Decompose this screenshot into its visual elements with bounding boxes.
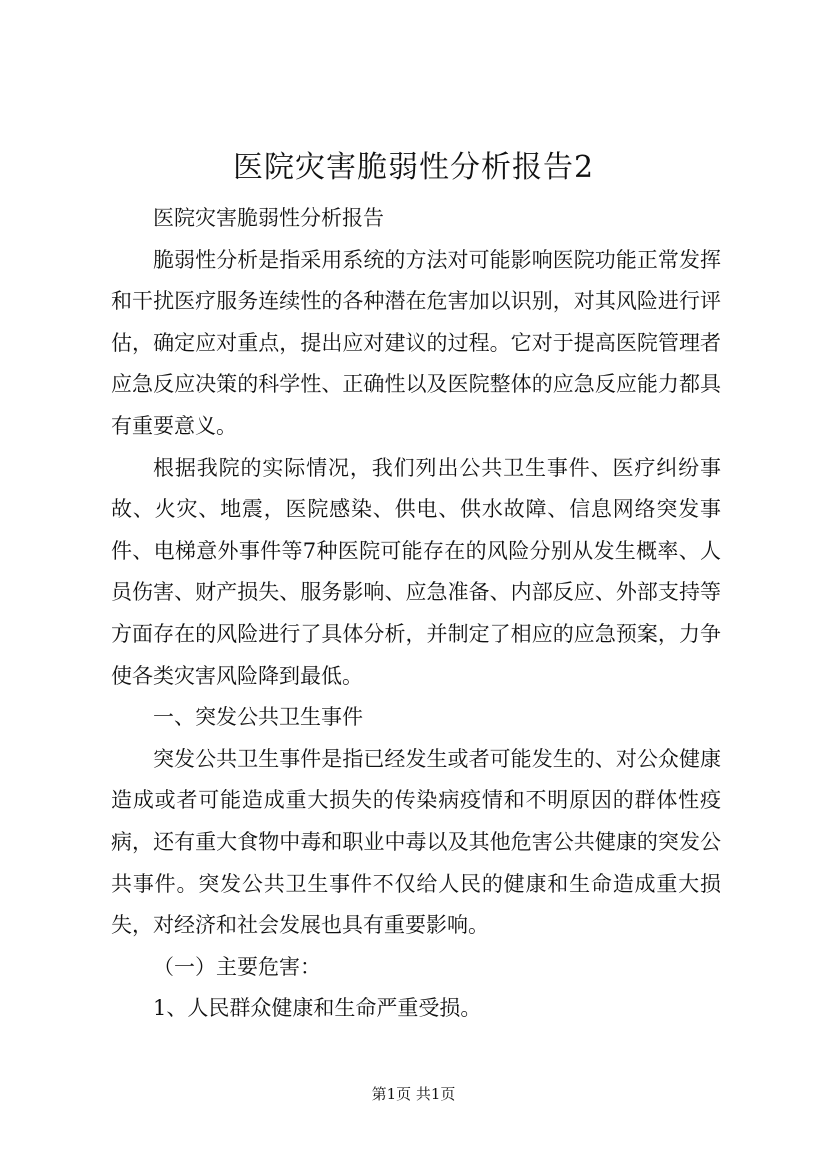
page-footer: 第1页 共1页 — [371, 1085, 456, 1103]
subsection-heading: （一）主要危害： — [153, 954, 321, 979]
intro-paragraph: 脆弱性分析是指采用系统的方法对可能影响医院功能正常发挥和干扰医疗服务连续性的各种潜在危害加以识别，对其风险进行评估，确定应对重点，提出应对建议的过程。它对于提高医院管理者应急反应决策的科学性、正确性以及医院整体的应急反应能力都具有重要意义。 — [111, 247, 721, 438]
section-paragraph: 突发公共卫生事件是指已经发生或者可能发生的、对公众健康造成或者可能造成重大损失的传染病疫情和不明原因的群体性疫病，还有重大食物中毒和职业中毒以及其他危害公共健康的突发公共事件。突发公共卫生事件不仅给人民的健康和生命造成重大损失，对经济和社会发展也具有重要影响。 — [111, 746, 721, 938]
subtitle-paragraph: 医院灾害脆弱性分析报告 — [153, 206, 384, 230]
section-heading: 一、突发公共卫生事件 — [153, 705, 363, 730]
document-title: 医院灾害脆弱性分析报告2 — [232, 150, 595, 185]
document-body — [111, 198, 721, 1030]
scope-paragraph: 根据我院的实际情况，我们列出公共卫生事件、医疗纠纷事故、火灾、地震，医院感染、供电、供水故障、信息网络突发事件、电梯意外事件等7种医院可能存在的风险分别从发生概率、人员伤害、财产损失、服务影响、应急准备、内部反应、外部支持等方面存在的风险进行了具体分析，并制定了相应的应急预案，力争使各类灾害风险降到最低。 — [111, 455, 721, 688]
list-item: 1、人民群众健康和生命严重受损。 — [153, 996, 482, 1021]
